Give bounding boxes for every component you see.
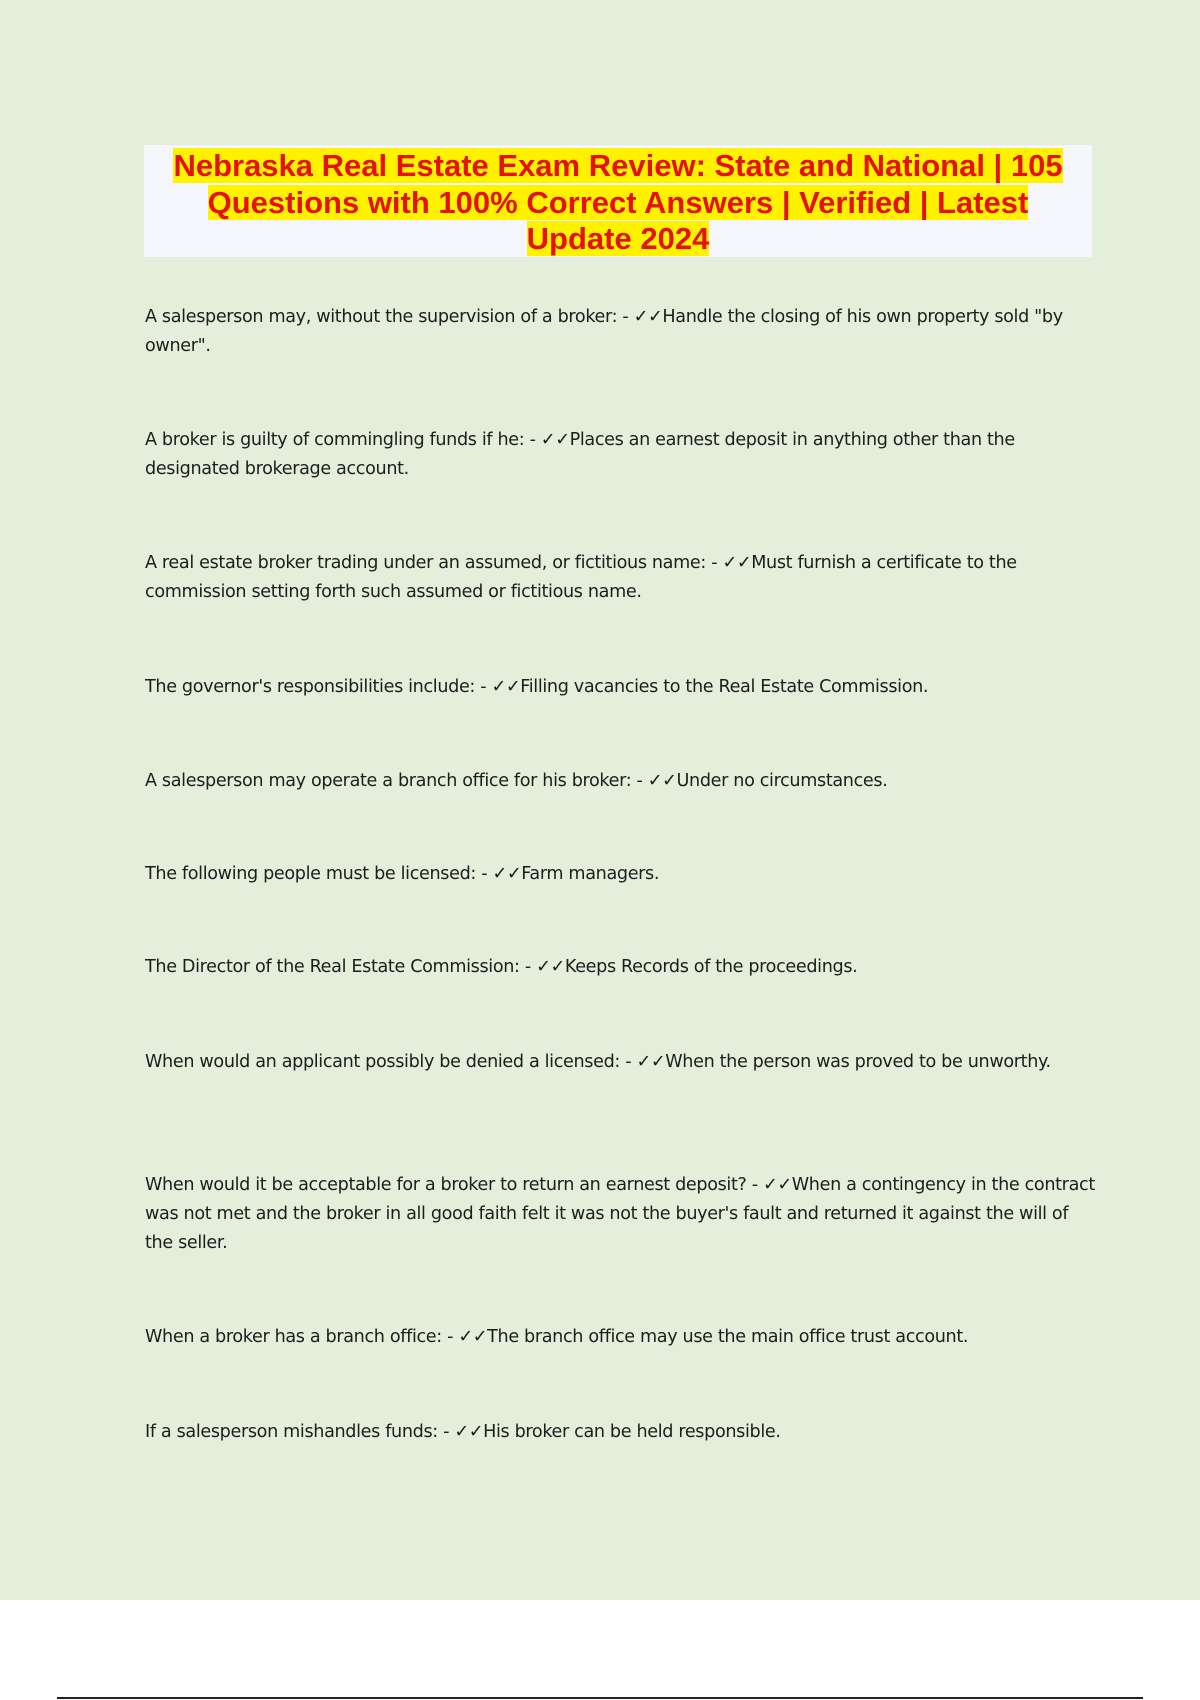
title-box [144, 145, 1092, 257]
qa-item-8: When would an applicant possibly be denied a licensed: - ✓✓When the person was proved to be unworthy. [145, 1052, 1051, 1072]
title-line-3: Update 2024 [526, 221, 710, 256]
qa-item-11: If a salesperson mishandles funds: - ✓✓His broker can be held responsible. [145, 1422, 781, 1442]
qa-item-6: The following people must be licensed: - ✓✓Farm managers. [145, 864, 660, 884]
qa-item-4: The governor's responsibilities include: - ✓✓Filling vacancies to the Real Estate Commission. [145, 677, 929, 697]
qa-item-3: A real estate broker trading under an assumed, or fictitious name: - ✓✓Must furnish a certificate to the commission setting forth such assumed or fictitious name. [145, 553, 1017, 602]
footer-divider [57, 1697, 1143, 1699]
qa-item-10: When a broker has a branch office: - ✓✓The branch office may use the main office trust account. [145, 1327, 969, 1347]
title-line-2: Questions with 100% Correct Answers | Verified | Latest [207, 184, 1029, 220]
qa-item-1: A salesperson may, without the supervision of a broker: - ✓✓Handle the closing of his own property sold "by owner". [145, 307, 1063, 356]
qa-item-5: A salesperson may operate a branch office for his broker: - ✓✓Under no circumstances. [145, 771, 888, 791]
document-title [144, 148, 1092, 258]
qa-item-9: When would it be acceptable for a broker to return an earnest deposit? - ✓✓When a contingency in the contract was not met and the broker in all good faith felt it was not the buyer's fault and returned it against the will of the seller. [145, 1175, 1095, 1253]
qa-item-2: A broker is guilty of commingling funds if he: - ✓✓Places an earnest deposit in anything other than the designated brokerage account. [145, 430, 1015, 479]
qa-item-7: The Director of the Real Estate Commission: - ✓✓Keeps Records of the proceedings. [145, 957, 858, 977]
title-line-1: Nebraska Real Estate Exam Review: State and National | 105 [173, 148, 1063, 183]
